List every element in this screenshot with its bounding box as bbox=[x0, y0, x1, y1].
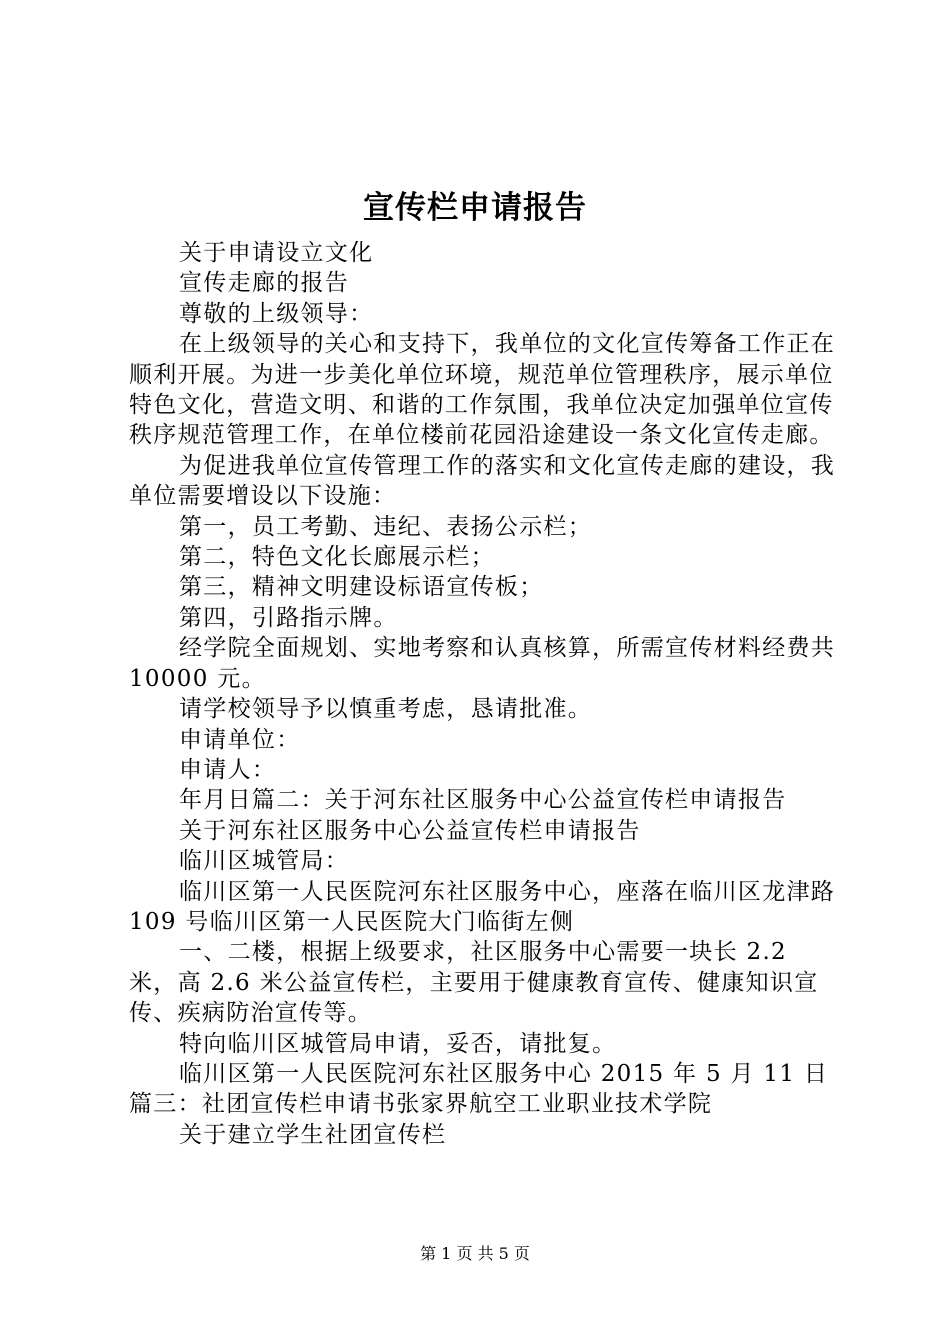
paragraph: 第一，员工考勤、违纪、表扬公示栏； bbox=[179, 513, 593, 540]
paragraph: 关于河东社区服务中心公益宣传栏申请报告 bbox=[179, 817, 641, 844]
paragraph: 临川区第一人民医院河东社区服务中心 2015 年 5 月 11 日篇三：社团宣传栏申请书张家界航空工业职业技术学院 bbox=[129, 1060, 829, 1118]
document-body bbox=[129, 238, 841, 1150]
document-title: 宣传栏申请报告 bbox=[363, 190, 587, 226]
paragraph: 申请人： bbox=[179, 756, 277, 783]
paragraph: 请学校领导予以慎重考虑，恳请批准。 bbox=[179, 696, 593, 723]
paragraph: 第三，精神文明建设标语宣传板； bbox=[179, 574, 544, 601]
paragraph: 在上级领导的关心和支持下，我单位的文化宣传筹备工作正在顺利开展。为进一步美化单位环境，规范单位管理秩序，展示单位特色文化，营造文明、和谐的工作氛围，我单位决定加强单位宣传秩序规范管理工作，在单位楼前花园沿途建设一条文化宣传走廊。 bbox=[129, 331, 836, 449]
page-number-footer: 第 1 页 共 5 页 bbox=[420, 1244, 530, 1263]
paragraph: 经学院全面规划、实地考察和认真核算，所需宣传材料经费共 10000 元。 bbox=[129, 635, 836, 692]
paragraph: 临川区城管局： bbox=[179, 848, 350, 875]
paragraph: 特向临川区城管局申请，妥否，请批复。 bbox=[179, 1030, 617, 1057]
paragraph: 年月日篇二：关于河东社区服务中心公益宣传栏申请报告 bbox=[179, 787, 787, 814]
paragraph: 为促进我单位宣传管理工作的落实和文化宣传走廊的建设，我单位需要增设以下设施： bbox=[129, 452, 836, 510]
paragraph: 一、二楼，根据上级要求，社区服务中心需要一块长 2.2 米，高 2.6 米公益宣传栏，主要用于健康教育宣传、健康知识宣传、疾病防治宣传等。 bbox=[129, 939, 819, 1027]
paragraph: 关于申请设立文化 bbox=[179, 240, 374, 266]
paragraph: 宣传走廊的报告 bbox=[179, 270, 350, 297]
paragraph: 第四，引路指示牌。 bbox=[179, 604, 398, 631]
paragraph: 关于建立学生社团宣传栏 bbox=[179, 1121, 447, 1148]
paragraph: 临川区第一人民医院河东社区服务中心，座落在临川区龙津路 109 号临川区第一人民医院大门临街左侧 bbox=[129, 878, 836, 935]
paragraph: 第二，特色文化长廊展示栏； bbox=[179, 544, 495, 571]
paragraph: 尊敬的上级领导： bbox=[179, 300, 374, 327]
paragraph: 申请单位： bbox=[179, 726, 301, 753]
